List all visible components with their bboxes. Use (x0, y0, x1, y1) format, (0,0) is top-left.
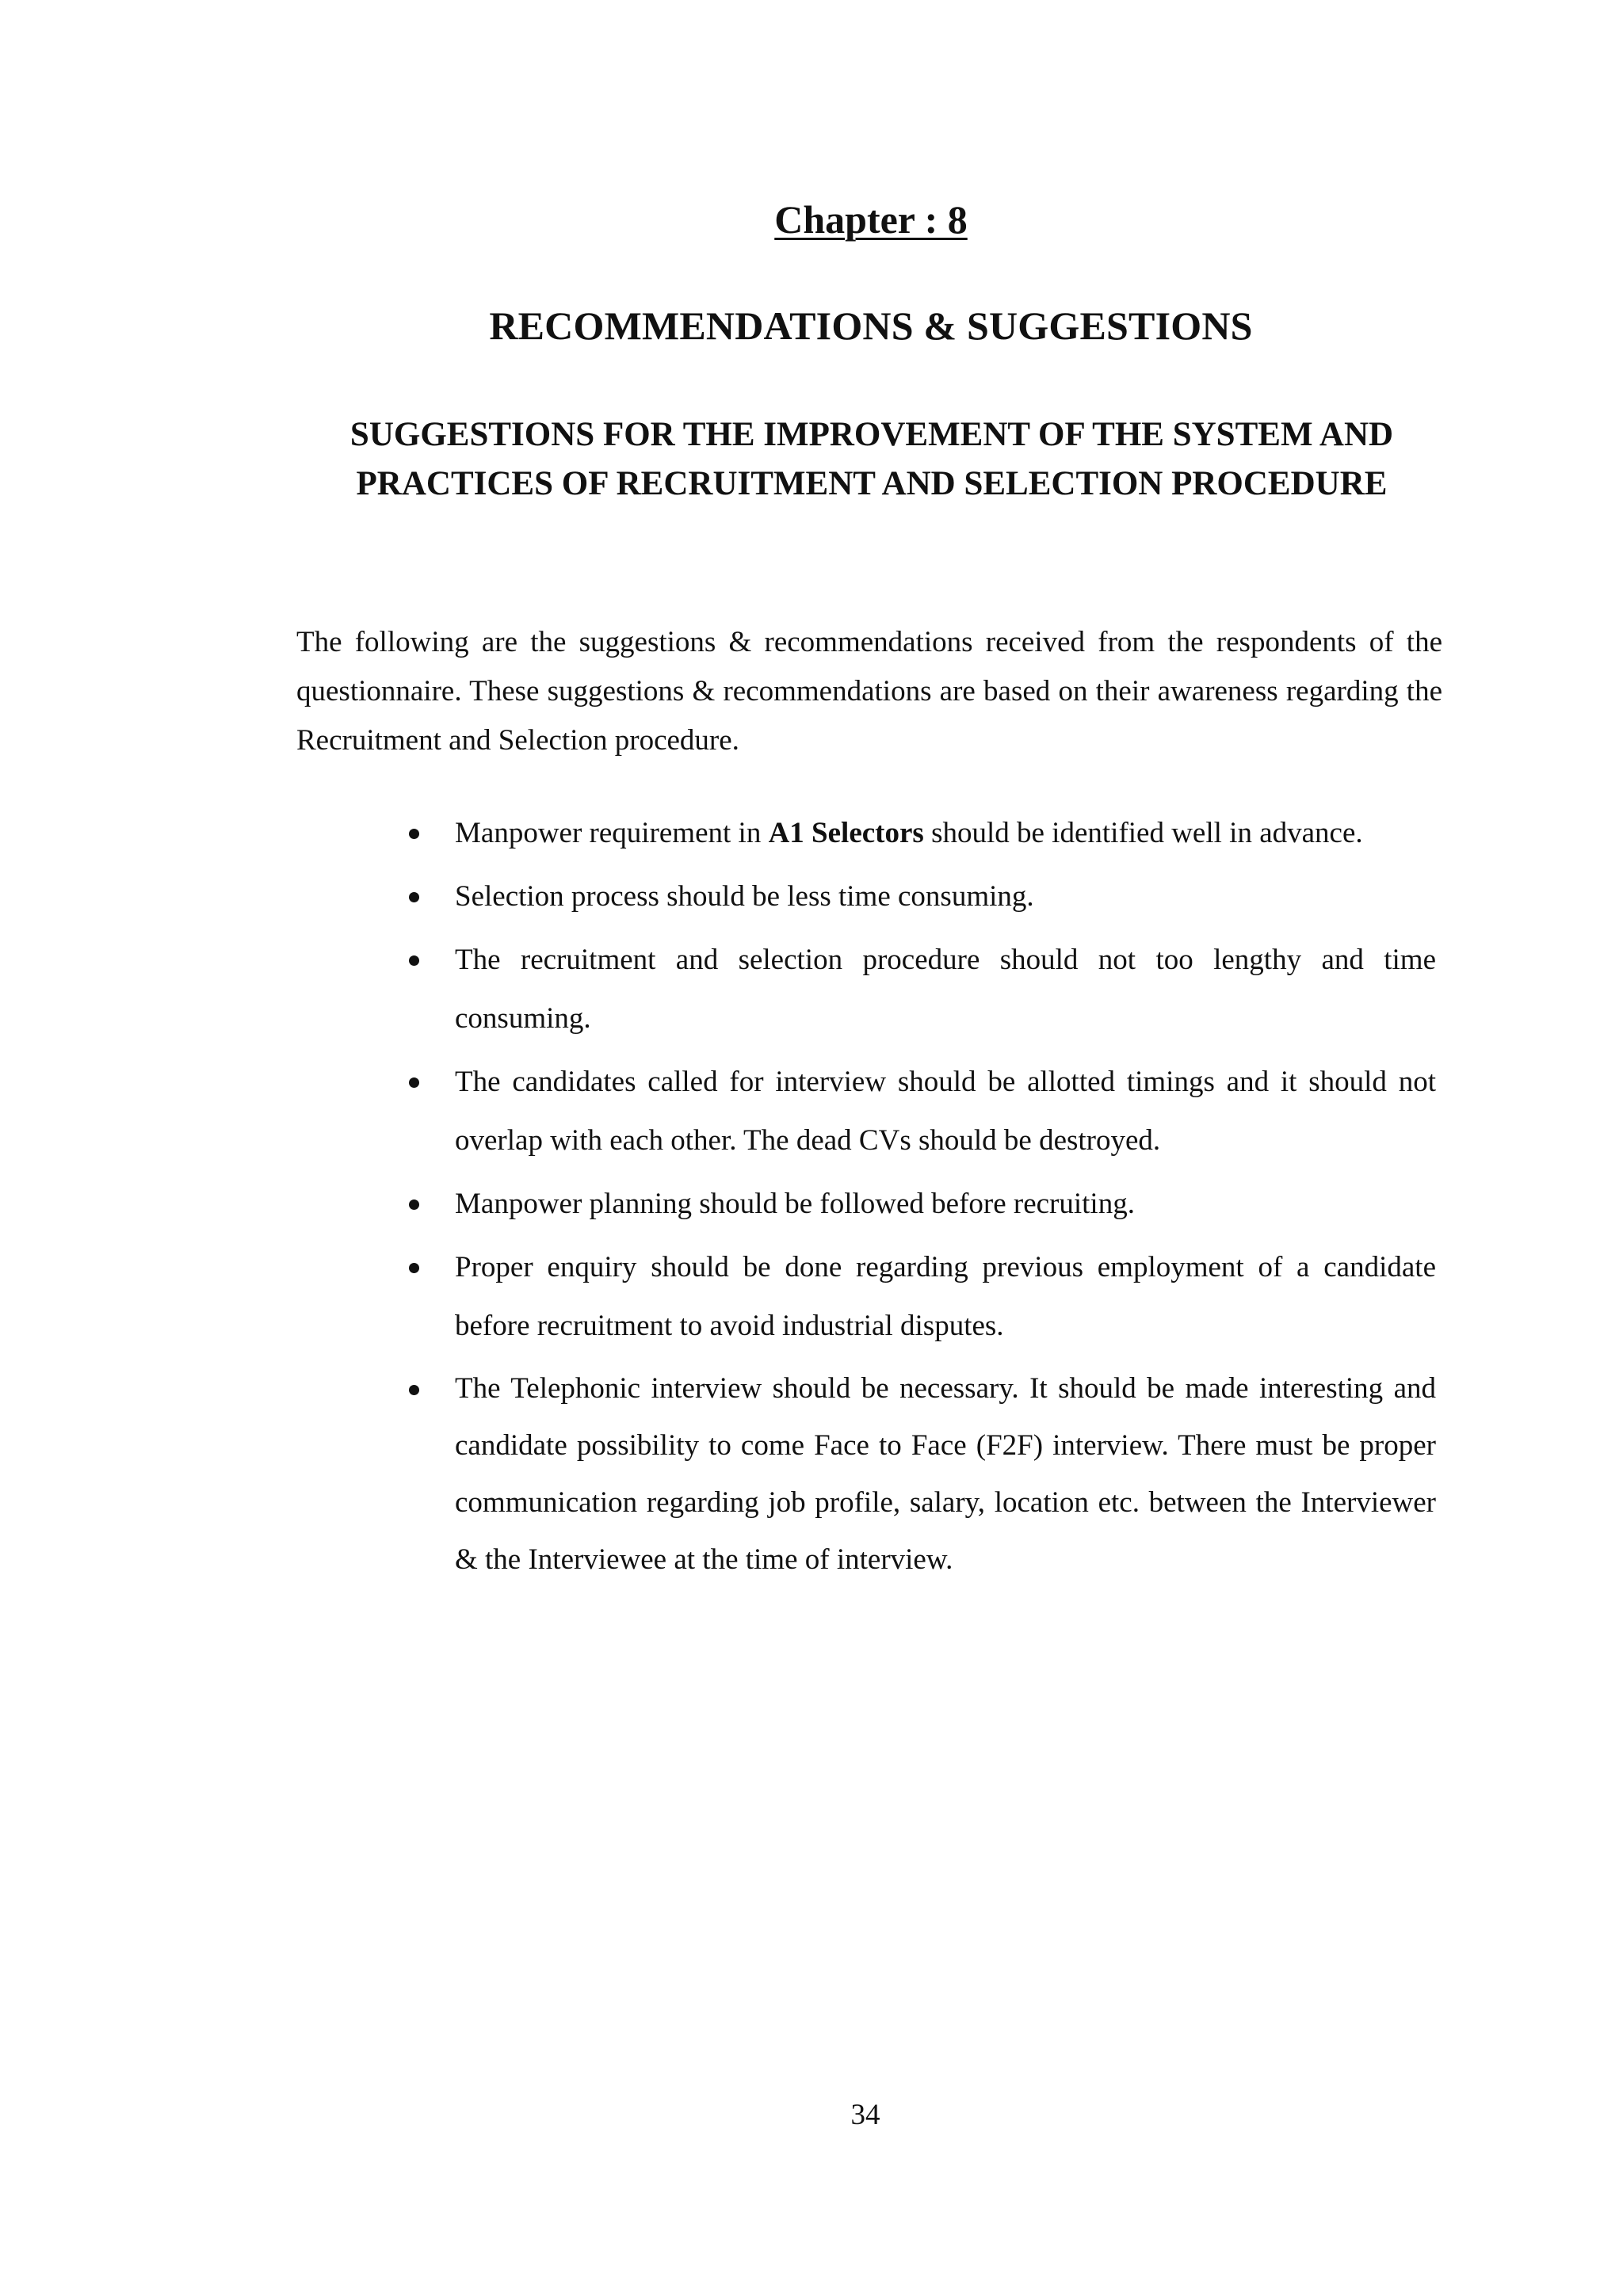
list-item (406, 1175, 1436, 1234)
page-number: 34 (850, 2099, 880, 2131)
list-item-text-start: Manpower requirement in (455, 817, 769, 849)
list-item-text-end: should be identified well in advance. (923, 817, 1363, 849)
bullet-icon (409, 1385, 419, 1395)
suggestions-list (406, 804, 1436, 1593)
list-item-text: The recruitment and selection procedure should not too lengthy and time consuming. (455, 944, 1436, 1035)
list-item-text: The Telephonic interview should be necessary. It should be made interesting and candidate possibility to come Face to Face (F2F) interview. There must be proper communication regarding job profile, salary, location etc. between the Interviewer & the Interviewee at the time of interview. (455, 1372, 1436, 1576)
bullet-icon (409, 955, 419, 966)
bullet-icon (409, 1077, 419, 1088)
chapter-heading: Chapter : 8 (774, 197, 968, 242)
list-item-text: Selection process should be less time consuming. (455, 880, 1034, 913)
chapter-title: RECOMMENDATIONS & SUGGESTIONS (489, 303, 1253, 348)
intro-paragraph: The following are the suggestions & recommendations received from the respondents of the questionnaire. These suggestions & recommendations are based on their awareness regarding the Recruitment and Selection procedure. (296, 626, 1442, 757)
bullet-icon (409, 1263, 419, 1273)
list-item (406, 1053, 1436, 1170)
list-item (406, 1360, 1436, 1589)
list-item-text: The candidates called for interview should be allotted timings and it should not overlap with each other. The dead CVs should be destroyed. (455, 1066, 1436, 1157)
list-item-text: Proper enquiry should be done regarding previous employment of a candidate before recruitment to avoid industrial disputes. (455, 1251, 1436, 1342)
bullet-icon (409, 892, 419, 902)
bullet-icon (409, 829, 419, 839)
list-item-text: Manpower planning should be followed before recruiting. (455, 1188, 1135, 1220)
bullet-icon (409, 1199, 419, 1210)
list-item (406, 804, 1436, 863)
list-item (406, 1238, 1436, 1356)
section-subtitle: SUGGESTIONS FOR THE IMPROVEMENT OF THE SYSTEM AND PRACTICES OF RECRUITMENT AND SELECTION PROCEDURE (349, 416, 1394, 502)
list-item (406, 868, 1436, 926)
list-item (406, 931, 1436, 1048)
company-name: A1 Selectors (768, 817, 924, 849)
